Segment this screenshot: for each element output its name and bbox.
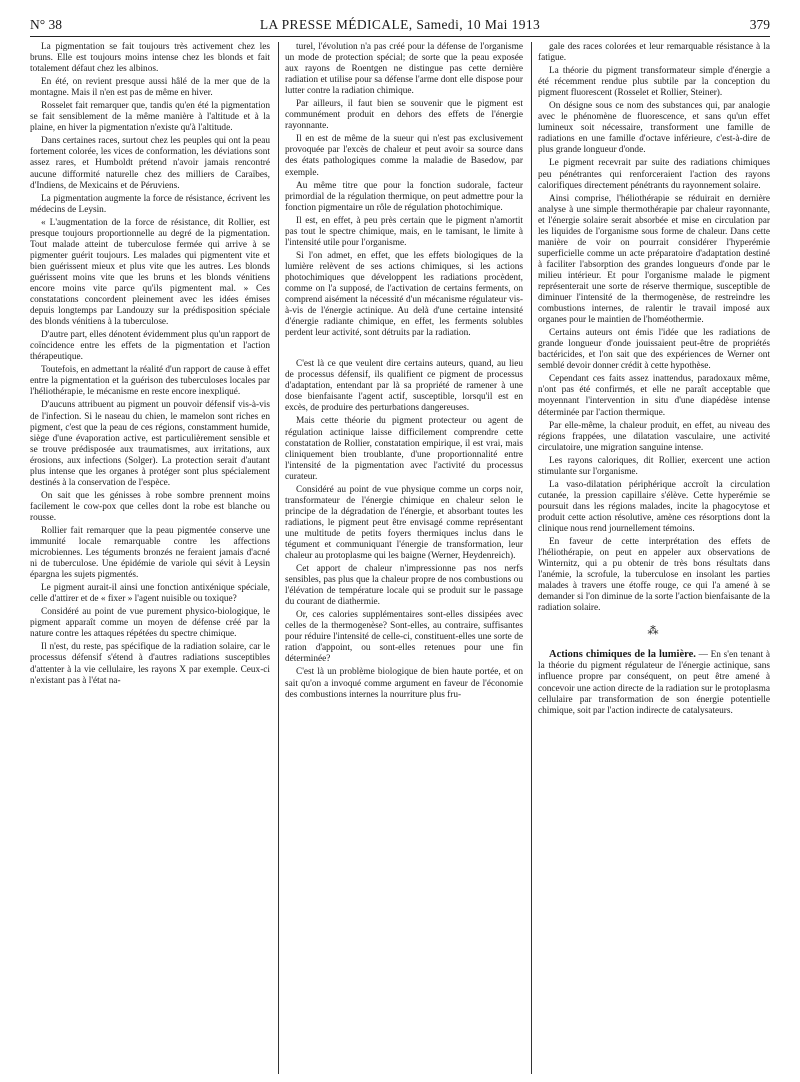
asterism-ornament: ⁂ bbox=[647, 625, 661, 638]
issue-number: N° 38 bbox=[30, 17, 63, 32]
paragraph: Par elle-même, la chaleur produit, en effet, au niveau des régions frappées, une dilatation vasculaire, une activité circulatoire, une migration sanguine intense. bbox=[538, 420, 770, 453]
paragraph: En été, on revient presque aussi hâlé de la mer que de la montagne. Mais il n'en est pas de même en hiver. bbox=[30, 77, 270, 99]
paragraph: La vaso-dilatation périphérique accroît la circulation cutanée, la pression capillaire s'élève. Cette hyperémie se poursuit dans les régions malades, incite la phagocytose et produit cette action résolutive, amène ces résorptions dont la clinique nous rend journellement témoins. bbox=[538, 479, 770, 534]
paragraph: C'est là ce que veulent dire certains auteurs, quand, au lieu de processus défensif, ils qualifient ce pigment de processus d'adaptation, entendant par là sa propriété de ramener à une dose bienfaisante l'agent actif, susceptible, lorsqu'il est en excès, de produire des perturbations dangereuses. bbox=[285, 359, 523, 414]
paragraph: On sait que les génisses à robe sombre prennent moins facilement le cow-pox que celles dont la robe est blanche ou rousse. bbox=[30, 490, 270, 523]
paragraph: Il n'est, du reste, pas spécifique de la radiation solaire, car le processus défensif s'étend à d'autres radiations susceptibles d'attenter à la vie cellulaire, les rayons X par exemple. Ceux-ci n'existant pas à l'état na- bbox=[30, 642, 270, 686]
paragraph: La théorie du pigment transformateur simple d'énergie a été récemment rendue plus subtile par la conception du pigment fluorescent (Rosselet et Rollier, Steiner). bbox=[538, 66, 770, 99]
paragraph: Dans certaines races, surtout chez les peuples qui ont la peau fortement colorée, les vices de conformation, les déviations sont assez rares, et Humboldt prétend n'avoir jamais rencontré aucune difformité naturelle chez des milliers de Caraïbes, d'Indiens, de Mexicains et de Péruviens. bbox=[30, 136, 270, 191]
paragraph: gale des races colorées et leur remarquable résistance à la fatigue. bbox=[538, 42, 770, 64]
paragraph: Les rayons caloriques, dit Rollier, exercent une action stimulante sur l'organisme. bbox=[538, 455, 770, 477]
paragraph: Cet apport de chaleur n'impressionne pas nos nerfs sensibles, pas plus que la chaleur propre de nos combustions ou l'élévation de température locale qui se produit sur le passage du courant de diathermie. bbox=[285, 564, 523, 608]
paragraph: C'est là un problème biologique de bien haute portée, et on sait qu'on a invoqué comme argument en faveur de l'économie des combustions internes la nourriture plus fru- bbox=[285, 667, 523, 700]
column-divider bbox=[278, 42, 279, 1074]
paragraph: turel, l'évolution n'a pas créé pour la défense de l'organisme un mode de protection spécial; de sorte que la peau exposée aux rayons de Roentgen ne distingue pas cette dernière radiation et utilise pour sa défense l'arme dont elle dispose pour lutter contre la radiation chimique. bbox=[285, 42, 523, 97]
paragraph: Rollier fait remarquer que la peau pigmentée conserve une immunité locale remarquable contre les affections microbiennes. Les téguments bronzés ne feraient jamais d'acné ni de tuberculose. Une épidémie de variole qui sévit à Leysin épargna les sujets pigmentés. bbox=[30, 525, 270, 581]
section-text: — En s'en tenant à la théorie du pigment régulateur de l'énergie actinique, sans influence propre par conséquent, on peut être amené à concevoir une action directe de la radiation sur le protoplasma cellulaire par transformation de son énergie potentielle chimique, soit par l'action indirecte de catalysateurs. bbox=[538, 650, 770, 716]
paragraph: Or, ces calories supplémentaires sont-elles dissipées avec celles de la thermogenèse? Sont-elles, au contraire, suffisantes pour réduire l'intensité de celle-ci, constituent-elles une sorte de ration d'appoint, ou sont-elles retenues pour une fin déterminée? bbox=[285, 610, 523, 665]
paragraph: Cependant ces faits assez inattendus, paradoxaux même, n'ont pas été confirmés, et elle ne paraît acceptable que moyennant l'intervention in situ d'une diapédèse intense déterminée par l'action thermique. bbox=[538, 374, 770, 418]
paragraph: En faveur de cette interprétation des effets de l'héliothérapie, on peut en appeler aux observations de Winternitz, qui a pu obtenir de très bons résultats dans l'anémie, la scrofule, la tuberculose en insolant les parties malades à travers une étoffe rouge, ce qui l'a amené à se demander si l'on diminue de la sorte l'action bienfaisante de la radiation solaire. bbox=[538, 537, 770, 614]
paragraph: Certains auteurs ont émis l'idée que les radiations de grande longueur d'onde jouissaient peut-être de propriétés bactéricides, et l'on sait que des expériences de Werner ont semblé devoir donner crédit à cette hypothèse. bbox=[538, 328, 770, 372]
paragraph: Ainsi comprise, l'héliothérapie se réduirait en dernière analyse à une simple thermothérapie par chaleur rayonnante, et l'énergie solaire serait absorbée et mise en circulation par les liquides de l'organisme sous forme de chaleur. Dans cette manière de voir on pourrait considérer l'hyperémie superficielle comme un acte préparatoire d'adaptation destiné à faciliter l'absorption des grandes longueurs d'onde par le milieu intérieur. Et pour l'organisme malade le pigment représenterait une sorte de réserve thermique, susceptible de diminuer l'intensité de la thermogenèse, de restreindre les combustions internes, de ralentir le travail imposé aux organes pour le maintien de l'homéothermie. bbox=[538, 193, 770, 326]
paragraph: Il en est de même de la sueur qui n'est pas exclusivement provoquée par l'excès de chaleur et peut avoir sa source dans des états pathologiques comme la maladie de Basedow, par exemple. bbox=[285, 134, 523, 178]
section-paragraph bbox=[538, 649, 770, 716]
journal-title: LA PRESSE MÉDICALE, Samedi, 10 Mai 1913 bbox=[259, 17, 541, 32]
paragraph: Il est, en effet, à peu près certain que le pigment n'amortit pas tout le spectre chimique, mais, en le tamisant, le limite à l'intensité utile pour l'organisme. bbox=[285, 215, 523, 248]
column-1 bbox=[30, 42, 270, 1074]
paragraph: D'aucuns attribuent au pigment un pouvoir défensif vis-à-vis de l'infection. Si le naseau du chien, le mamelon sont riches en pigment, c'est que la peau de ces régions, constamment humide, siège d'une évaporation active, est particulièrement sensible et se trouve prédisposée aux traumatismes, aux irritations, aux érosions, aux infections (Solger). La protection serait d'autant plus intense que les organes à protéger sont plus spécialement destinés à la conservation de l'espèce. bbox=[30, 400, 270, 488]
paragraph: Rosselet fait remarquer que, tandis qu'en été la pigmentation se fait sensiblement de la même manière à l'altitude et à la plaine, en hiver la pigmentation n'existe qu'à l'altitude. bbox=[30, 101, 270, 134]
paragraph: Toutefois, en admettant la réalité d'un rapport de cause à effet entre la pigmentation et la guérison des tuberculoses locales par l'héliothérapie, le mécanisme en reste encore inexpliqué. bbox=[30, 365, 270, 398]
paragraph: La pigmentation augmente la force de résistance, écrivent les médecins de Leysin. bbox=[30, 193, 270, 215]
column-2 bbox=[285, 42, 523, 1074]
paragraph: Le pigment aurait-il ainsi une fonction antixénique spéciale, celle d'attirer et de « fixer » l'agent nuisible ou toxique? bbox=[30, 583, 270, 605]
section-heading: Actions chimiques de la lumière. bbox=[549, 649, 696, 661]
paragraph: Mais cette théorie du pigment protecteur ou agent de régulation actinique laisse difficilement comprendre cette constatation de Rollier, constatation empirique, il est vrai, mais cliniquement bien troublante, d'une proportionnalité entre l'intensité de la pigmentation avec l'activité du processus curateur. bbox=[285, 416, 523, 482]
column-3 bbox=[538, 42, 770, 1074]
paragraph: D'autre part, elles dénotent évidemment plus qu'un rapport de coïncidence entre les effets de la pigmentation et l'action thérapeutique. bbox=[30, 330, 270, 363]
page-number: 379 bbox=[749, 17, 770, 32]
column-divider bbox=[531, 42, 532, 1074]
paragraph: Si l'on admet, en effet, que les effets biologiques de la lumière relèvent de ses actions chimiques, si les actions photochimiques que développent les radiations procèdent, comme on l'a supposé, de l'activation de certains ferments, on comprend aisément la nécessité d'un mécanisme régulateur vis-à-vis de l'énergie actinique. Au delà d'une certaine intensité d'énergie radiante chimique, en effet, les ferments solubles perdent leur activité, sont détruits par la radiation. bbox=[285, 250, 523, 339]
section-gap bbox=[285, 341, 523, 359]
paragraph: Le pigment recevrait par suite des radiations chimiques peu pénétrantes qui renforceraient l'action des rayons calorifiques directement pénétrants du rayonnement solaire. bbox=[538, 158, 770, 191]
paragraph: La pigmentation se fait toujours très activement chez les bruns. Elle est toujours moins intense chez les blonds et fait totalement défaut chez les albinos. bbox=[30, 42, 270, 75]
paragraph: On désigne sous ce nom des substances qui, par analogie avec le phénomène de fluorescence, et sans qu'un effet lumineux soit nécessaire, transforment une famille de radiations en une famille d'octave inférieure, c'est-à-dire de plus grande longueur d'onde. bbox=[538, 101, 770, 156]
paragraph: « L'augmentation de la force de résistance, dit Rollier, est presque toujours proportionnelle au degré de la pigmentation. Tout malade atteint de tuberculose fermée qui arrive à se pigmenter guérit toujours. Les malades qui pigmentent vite et bien guérissent mieux et plus vite que les autres. Les blonds guérissent moins vite que les bruns et les blonds vénitiens encore moins vite parce qu'ils pigmentent mal. » Ces constatations concordent pleinement avec les idées émises depuis longtemps par Landouzy sur la prédisposition spéciale des blonds vénitiens à la tuberculose. bbox=[30, 217, 270, 328]
paragraph: Considéré au point de vue purement physico-biologique, le pigment apparaît comme un moyen de défense créé par la nature contre les attaques répétées du spectre chimique. bbox=[30, 607, 270, 640]
paragraph: Au même titre que pour la fonction sudorale, facteur primordial de la régulation thermique, on peut admettre pour la fonction pigmentaire un rôle de régulation photochimique. bbox=[285, 180, 523, 213]
paragraph: Considéré au point de vue physique comme un corps noir, transformateur de l'énergie chimique en chaleur selon le principe de la dégradation de l'énergie, et absorbant toutes les radiations, le pigment peut être envisagé comme représentant une multitude de petits foyers thermiques inclus dans le tégument et communiquant l'énergie de transformation, leur chaleur au protoplasme qui les baigne (Werner, Heydenreich). bbox=[285, 484, 523, 562]
paragraph: Par ailleurs, il faut bien se souvenir que le pigment est communément produit en dehors des effets de l'énergie rayonnante. bbox=[285, 99, 523, 132]
page-header bbox=[30, 14, 770, 37]
